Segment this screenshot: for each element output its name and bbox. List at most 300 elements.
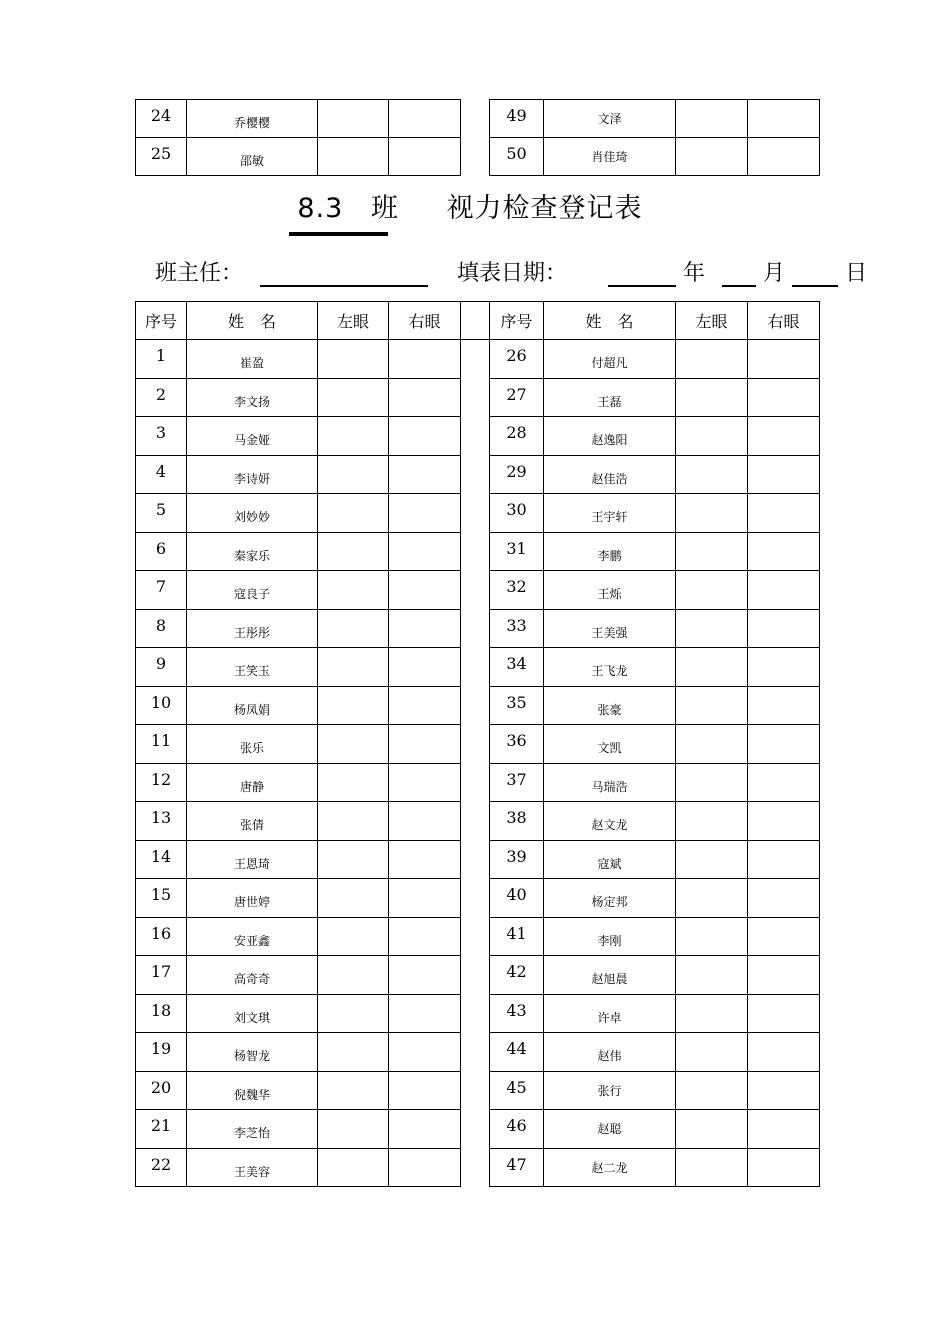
student-name-text: 付超凡	[591, 356, 628, 371]
table-row	[136, 378, 820, 417]
right-eye-cell[interactable]	[389, 686, 461, 725]
student-number	[136, 956, 187, 995]
table-row	[136, 1033, 820, 1072]
left-eye-cell[interactable]	[676, 917, 748, 956]
column-gap	[461, 840, 490, 879]
student-number-text: 33	[506, 615, 527, 635]
right-eye-cell[interactable]	[389, 100, 461, 138]
student-number	[490, 494, 544, 533]
student-number-text: 6	[155, 538, 167, 558]
left-eye-cell[interactable]	[318, 100, 389, 138]
right-eye-cell[interactable]	[389, 1110, 461, 1149]
right-eye-cell[interactable]	[748, 1071, 820, 1110]
table-row	[136, 917, 820, 956]
left-eye-cell[interactable]	[318, 648, 389, 687]
student-name-text: 高奇奇	[233, 972, 270, 987]
student-number-text: 11	[150, 731, 172, 751]
student-number-text: 41	[506, 923, 527, 943]
column-gap	[461, 340, 490, 379]
column-gap	[461, 1110, 490, 1149]
left-eye-cell[interactable]	[318, 1071, 389, 1110]
table-row	[136, 879, 820, 918]
column-gap	[461, 686, 490, 725]
right-eye-cell[interactable]	[389, 1071, 461, 1110]
student-number-text: 46	[506, 1116, 527, 1136]
left-eye-cell[interactable]	[676, 686, 748, 725]
student-number-text: 16	[150, 923, 172, 943]
right-eye-cell[interactable]	[389, 802, 461, 841]
student-number-text: 49	[506, 106, 527, 125]
table-row	[136, 340, 820, 379]
left-eye-cell[interactable]	[676, 763, 748, 802]
student-number	[490, 1071, 544, 1110]
student-number	[490, 455, 544, 494]
table-row	[136, 494, 820, 533]
student-name	[187, 455, 318, 494]
student-number	[136, 917, 187, 956]
right-eye-cell[interactable]	[389, 1148, 461, 1187]
right-eye-cell[interactable]	[389, 879, 461, 918]
student-number-text: 19	[150, 1039, 172, 1059]
right-eye-cell[interactable]	[748, 686, 820, 725]
student-number	[136, 609, 187, 648]
left-eye-cell[interactable]	[676, 879, 748, 918]
student-number-text: 9	[155, 654, 167, 674]
student-name-text: 张豪	[597, 702, 622, 717]
student-name	[544, 648, 676, 687]
right-eye-cell[interactable]	[748, 378, 820, 417]
right-eye-cell[interactable]	[389, 571, 461, 610]
form-info-line	[155, 256, 867, 287]
student-number-text: 38	[506, 808, 527, 828]
column-gap	[461, 956, 490, 995]
student-number	[490, 1110, 544, 1149]
left-eye-cell[interactable]	[318, 994, 389, 1033]
student-number	[490, 1033, 544, 1072]
left-eye-cell[interactable]	[318, 1033, 389, 1072]
table-header-row	[136, 302, 820, 340]
student-name	[187, 138, 318, 176]
student-number	[136, 340, 187, 379]
student-number	[136, 763, 187, 802]
table-row	[136, 609, 820, 648]
table-row	[136, 994, 820, 1033]
student-number-text: 50	[506, 144, 527, 163]
right-eye-cell[interactable]	[748, 994, 820, 1033]
right-eye-cell[interactable]	[389, 455, 461, 494]
table-row	[136, 1110, 820, 1149]
right-eye-cell[interactable]	[748, 417, 820, 456]
student-name	[544, 763, 676, 802]
student-number-text: 42	[506, 962, 527, 982]
student-name	[187, 994, 318, 1033]
student-name-text: 赵逸阳	[591, 433, 628, 448]
student-number	[136, 532, 187, 571]
student-name-text: 乔樱樱	[233, 116, 270, 130]
student-number-text: 21	[150, 1116, 172, 1136]
right-eye-cell[interactable]	[389, 763, 461, 802]
student-number	[136, 994, 187, 1033]
student-name-text: 王美容	[233, 1164, 270, 1179]
right-eye-cell[interactable]	[748, 340, 820, 379]
student-number-text: 32	[506, 577, 527, 597]
student-number	[490, 1148, 544, 1187]
student-name-text: 李鹏	[597, 548, 622, 563]
class-number: 8.3	[297, 193, 344, 224]
student-name	[544, 1148, 676, 1187]
left-eye-cell[interactable]	[676, 1071, 748, 1110]
student-name	[544, 725, 676, 764]
student-number	[490, 956, 544, 995]
left-eye-cell[interactable]	[676, 378, 748, 417]
student-name	[544, 1110, 676, 1149]
month-label: 月	[763, 261, 786, 286]
student-name-text: 李诗妍	[233, 471, 270, 486]
student-number-text: 31	[506, 538, 527, 558]
student-name-text: 杨智龙	[233, 1049, 270, 1064]
student-number-text: 13	[150, 808, 172, 828]
student-name-text: 王飞龙	[591, 664, 628, 679]
table-row	[136, 686, 820, 725]
student-number	[490, 417, 544, 456]
student-name-text: 王恩琦	[233, 856, 270, 871]
left-eye-cell[interactable]	[318, 1110, 389, 1149]
right-eye-cell[interactable]	[748, 879, 820, 918]
student-name	[544, 571, 676, 610]
left-eye-cell[interactable]	[318, 417, 389, 456]
student-name	[544, 802, 676, 841]
student-name-text: 文凯	[597, 741, 622, 756]
student-name-text: 李芝怡	[233, 1126, 270, 1141]
day-blank[interactable]	[792, 259, 838, 287]
student-number	[490, 609, 544, 648]
student-name-text: 王美强	[591, 625, 628, 640]
left-eye-cell[interactable]	[676, 494, 748, 533]
left-eye-cell[interactable]	[676, 340, 748, 379]
right-eye-cell[interactable]	[748, 138, 820, 176]
student-name-text: 许卓	[597, 1010, 622, 1025]
left-eye-cell[interactable]	[318, 956, 389, 995]
student-number	[490, 725, 544, 764]
class-word: 班	[370, 193, 399, 224]
left-eye-cell[interactable]	[676, 455, 748, 494]
student-name-text: 寇斌	[597, 856, 622, 871]
student-name	[544, 840, 676, 879]
student-name-text: 杨凤娟	[233, 702, 270, 717]
student-number-text: 17	[150, 962, 172, 982]
table-row	[136, 802, 820, 841]
right-eye-cell[interactable]	[389, 994, 461, 1033]
student-name-text: 刘妙妙	[233, 510, 270, 525]
student-number-text: 10	[150, 692, 172, 712]
student-number	[136, 378, 187, 417]
student-name	[187, 686, 318, 725]
table-row	[136, 417, 820, 456]
right-eye-cell[interactable]	[389, 917, 461, 956]
column-gap	[461, 494, 490, 533]
student-number	[136, 1071, 187, 1110]
student-name	[187, 340, 318, 379]
column-gap	[461, 417, 490, 456]
right-eye-cell[interactable]	[748, 763, 820, 802]
student-name	[187, 648, 318, 687]
column-gap	[461, 378, 490, 417]
student-number	[136, 686, 187, 725]
right-eye-cell[interactable]	[748, 802, 820, 841]
right-eye-cell[interactable]	[748, 100, 820, 138]
student-name	[187, 532, 318, 571]
student-number	[136, 648, 187, 687]
left-eye-cell[interactable]	[318, 378, 389, 417]
header-no: 序号	[490, 302, 544, 340]
right-eye-cell[interactable]	[748, 1110, 820, 1149]
student-number-text: 18	[150, 1000, 172, 1020]
left-eye-cell[interactable]	[676, 1148, 748, 1187]
left-eye-cell[interactable]	[318, 840, 389, 879]
left-eye-cell[interactable]	[318, 1148, 389, 1187]
left-eye-cell[interactable]	[676, 725, 748, 764]
student-name	[187, 417, 318, 456]
student-number	[136, 840, 187, 879]
student-number-text: 12	[150, 769, 172, 789]
student-name-text: 安亚鑫	[233, 933, 270, 948]
student-number-text: 15	[150, 885, 172, 905]
left-eye-cell[interactable]	[676, 100, 748, 138]
student-name	[544, 917, 676, 956]
left-eye-cell[interactable]	[318, 571, 389, 610]
left-eye-cell[interactable]	[676, 609, 748, 648]
right-eye-cell[interactable]	[389, 725, 461, 764]
column-gap	[461, 802, 490, 841]
student-name-text: 赵伟	[597, 1049, 622, 1064]
table-row	[136, 725, 820, 764]
page-title	[0, 186, 950, 225]
left-eye-cell[interactable]	[676, 1033, 748, 1072]
column-gap	[461, 571, 490, 610]
student-number	[136, 100, 187, 138]
right-eye-cell[interactable]	[389, 609, 461, 648]
right-eye-cell[interactable]	[748, 840, 820, 879]
left-eye-cell[interactable]	[318, 609, 389, 648]
student-name-text: 张乐	[239, 741, 264, 756]
column-gap	[461, 1071, 490, 1110]
left-eye-cell[interactable]	[318, 917, 389, 956]
left-eye-cell[interactable]	[318, 802, 389, 841]
right-eye-cell[interactable]	[389, 340, 461, 379]
right-eye-cell[interactable]	[389, 840, 461, 879]
right-eye-cell[interactable]	[748, 1148, 820, 1187]
student-number	[490, 994, 544, 1033]
right-eye-cell[interactable]	[389, 1033, 461, 1072]
student-name	[544, 138, 676, 176]
student-name-text: 王烁	[597, 587, 622, 602]
left-eye-cell[interactable]	[318, 879, 389, 918]
student-name	[187, 609, 318, 648]
left-eye-cell[interactable]	[318, 725, 389, 764]
student-number-text: 7	[155, 577, 167, 597]
right-eye-cell[interactable]	[748, 956, 820, 995]
student-number-text: 40	[506, 885, 527, 905]
student-name	[187, 917, 318, 956]
column-gap	[461, 302, 490, 340]
student-number	[490, 532, 544, 571]
header-name: 姓 名	[544, 302, 676, 340]
student-name	[187, 802, 318, 841]
student-name	[544, 378, 676, 417]
student-number-text: 34	[506, 654, 527, 674]
student-number	[136, 138, 187, 176]
student-name-text: 马金娅	[233, 433, 270, 448]
student-name	[187, 571, 318, 610]
right-eye-cell[interactable]	[389, 494, 461, 533]
student-number	[490, 100, 544, 138]
right-eye-cell[interactable]	[389, 532, 461, 571]
left-eye-cell[interactable]	[676, 994, 748, 1033]
column-gap	[461, 609, 490, 648]
student-name-text: 张倩	[239, 818, 264, 833]
table-row	[136, 840, 820, 879]
student-number	[490, 378, 544, 417]
left-eye-cell[interactable]	[676, 138, 748, 176]
left-eye-cell[interactable]	[676, 417, 748, 456]
month-blank[interactable]	[722, 259, 756, 287]
left-eye-cell[interactable]	[318, 138, 389, 176]
right-eye-cell[interactable]	[389, 648, 461, 687]
student-name	[187, 725, 318, 764]
student-name-text: 杨定邦	[591, 895, 628, 910]
left-eye-cell[interactable]	[318, 763, 389, 802]
student-number-text: 30	[506, 500, 527, 520]
student-number	[490, 840, 544, 879]
right-eye-cell[interactable]	[389, 417, 461, 456]
student-name-text: 崔盈	[239, 356, 264, 371]
left-eye-cell[interactable]	[318, 455, 389, 494]
student-number-text: 44	[506, 1039, 527, 1059]
student-name	[187, 378, 318, 417]
right-eye-cell[interactable]	[748, 648, 820, 687]
student-name	[544, 455, 676, 494]
student-number-text: 26	[506, 346, 527, 366]
right-eye-cell[interactable]	[748, 725, 820, 764]
right-eye-cell[interactable]	[748, 917, 820, 956]
right-eye-cell[interactable]	[748, 494, 820, 533]
table-row	[136, 571, 820, 610]
student-number	[490, 879, 544, 918]
table-row	[136, 532, 820, 571]
table-row	[136, 455, 820, 494]
student-name	[187, 840, 318, 879]
student-name-text: 秦家乐	[233, 548, 270, 563]
column-gap	[461, 879, 490, 918]
left-eye-cell[interactable]	[318, 686, 389, 725]
right-eye-cell[interactable]	[748, 455, 820, 494]
student-number	[490, 686, 544, 725]
right-eye-cell[interactable]	[389, 138, 461, 176]
column-gap	[461, 648, 490, 687]
student-name	[187, 1110, 318, 1149]
header-left-eye: 左眼	[676, 302, 748, 340]
student-number	[490, 648, 544, 687]
student-number	[136, 1033, 187, 1072]
student-name	[187, 100, 318, 138]
left-eye-cell[interactable]	[676, 648, 748, 687]
student-name	[544, 340, 676, 379]
student-name	[544, 1071, 676, 1110]
column-gap	[461, 455, 490, 494]
student-name-text: 邵敏	[239, 154, 264, 168]
student-name	[187, 1033, 318, 1072]
student-number	[490, 571, 544, 610]
column-gap	[461, 725, 490, 764]
student-number-text: 5	[155, 500, 167, 520]
student-name	[187, 879, 318, 918]
table-row	[136, 763, 820, 802]
student-name-text: 王宇轩	[591, 510, 628, 525]
left-eye-cell[interactable]	[676, 802, 748, 841]
student-name-text: 王彤彤	[233, 625, 270, 640]
column-gap	[461, 100, 490, 138]
right-eye-cell[interactable]	[748, 571, 820, 610]
right-eye-cell[interactable]	[748, 609, 820, 648]
left-eye-cell[interactable]	[676, 840, 748, 879]
teacher-blank[interactable]	[260, 259, 428, 287]
right-eye-cell[interactable]	[389, 378, 461, 417]
year-label: 年	[683, 261, 706, 286]
left-eye-cell[interactable]	[318, 532, 389, 571]
student-name	[544, 494, 676, 533]
student-number	[136, 802, 187, 841]
student-number	[136, 417, 187, 456]
student-name-text: 赵文龙	[591, 818, 628, 833]
right-eye-cell[interactable]	[389, 956, 461, 995]
left-eye-cell[interactable]	[318, 340, 389, 379]
student-name	[544, 879, 676, 918]
column-gap	[461, 994, 490, 1033]
left-eye-cell[interactable]	[676, 571, 748, 610]
student-name	[544, 609, 676, 648]
left-eye-cell[interactable]	[676, 1110, 748, 1149]
vision-register-table	[135, 301, 820, 1187]
student-number-text: 20	[150, 1077, 172, 1097]
student-name	[544, 686, 676, 725]
left-eye-cell[interactable]	[676, 956, 748, 995]
right-eye-cell[interactable]	[748, 1033, 820, 1072]
left-eye-cell[interactable]	[318, 494, 389, 533]
header-no: 序号	[136, 302, 187, 340]
student-number-text: 43	[506, 1000, 527, 1020]
student-name	[187, 956, 318, 995]
student-name	[187, 763, 318, 802]
left-eye-cell[interactable]	[676, 532, 748, 571]
right-eye-cell[interactable]	[748, 532, 820, 571]
student-number	[490, 340, 544, 379]
table-row	[136, 100, 820, 138]
student-number	[136, 455, 187, 494]
header-right-eye: 右眼	[389, 302, 461, 340]
student-number-text: 29	[506, 461, 527, 481]
header-right-eye: 右眼	[748, 302, 820, 340]
header-left-eye: 左眼	[318, 302, 389, 340]
student-number-text: 36	[506, 731, 527, 751]
year-blank[interactable]	[608, 259, 676, 287]
student-name-text: 张行	[597, 1083, 622, 1098]
student-number-text: 24	[150, 106, 172, 125]
student-number-text: 2	[155, 384, 167, 404]
student-name	[544, 994, 676, 1033]
form-name: 视力检查登记表	[446, 193, 643, 224]
student-number-text: 28	[506, 423, 527, 443]
table-row	[136, 1148, 820, 1187]
